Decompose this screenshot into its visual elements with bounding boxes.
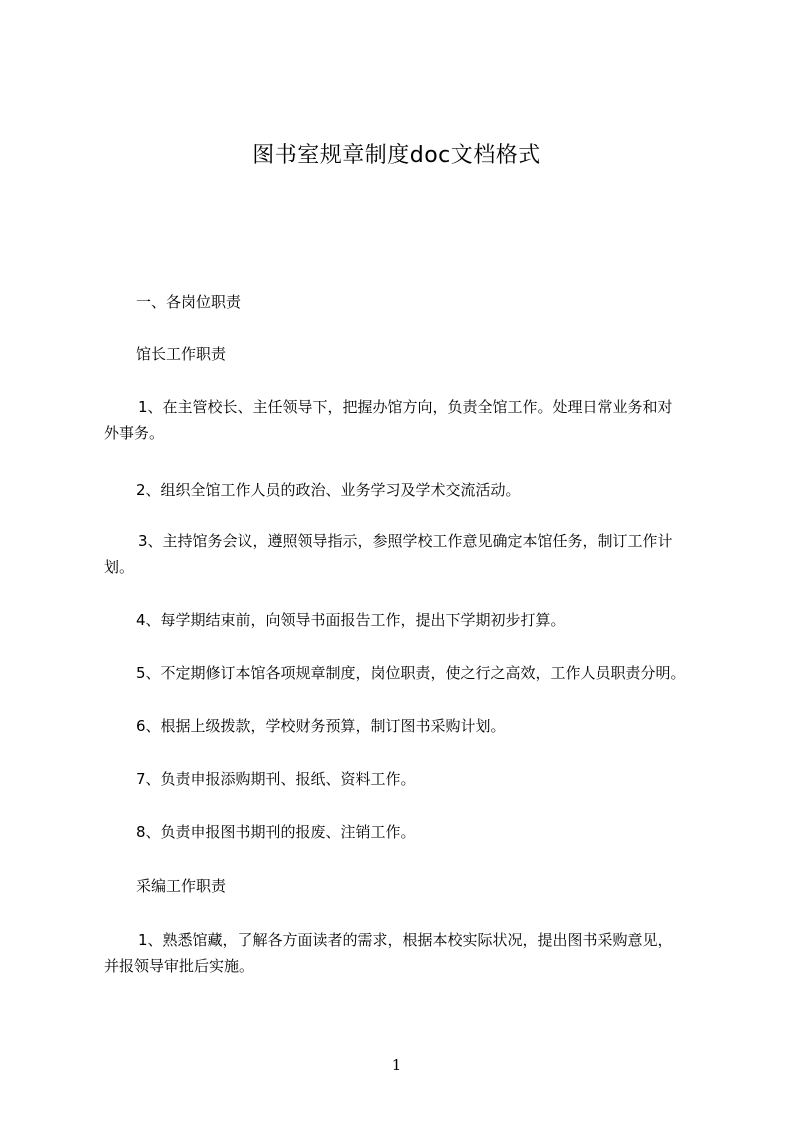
section-heading-post-duties: 一、各岗位职责	[136, 293, 242, 311]
paragraph-cataloging-1: 1、熟悉馆藏，了解各方面读者的需求，根据本校实际状况，提出图书采购意见， 并报领导审批后实施。	[104, 931, 673, 975]
paragraph-director-2: 2、组织全馆工作人员的政治、业务学习及学术交流活动。	[136, 481, 521, 499]
paragraph-director-5: 5、不定期修订本馆各项规章制度，岗位职责，使之行之高效，工作人员职责分明。	[136, 664, 686, 682]
paragraph-director-1: 1、在主管校长、主任领导下，把握办馆方向，负责全馆工作。处理日常业务和对 外事务。	[104, 398, 673, 442]
subheading-director-duties: 馆长工作职责	[136, 345, 227, 363]
subheading-cataloging-duties: 采编工作职责	[136, 877, 227, 895]
page-number: 1	[391, 1056, 402, 1074]
paragraph-director-6: 6、根据上级拨款，学校财务预算，制订图书采购计划。	[136, 717, 506, 735]
paragraph-director-3: 3、主持馆务会议，遵照领导指示，参照学校工作意见确定本馆任务，制订工作计 划。	[104, 532, 673, 576]
paragraph-director-4: 4、每学期结束前，向领导书面报告工作，提出下学期初步打算。	[136, 611, 566, 629]
paragraph-director-7: 7、负责申报添购期刊、报纸、资料工作。	[136, 770, 416, 788]
paragraph-director-8: 8、负责申报图书期刊的报废、注销工作。	[136, 823, 416, 841]
document-title: 图书室规章制度doc文档格式	[252, 143, 541, 168]
